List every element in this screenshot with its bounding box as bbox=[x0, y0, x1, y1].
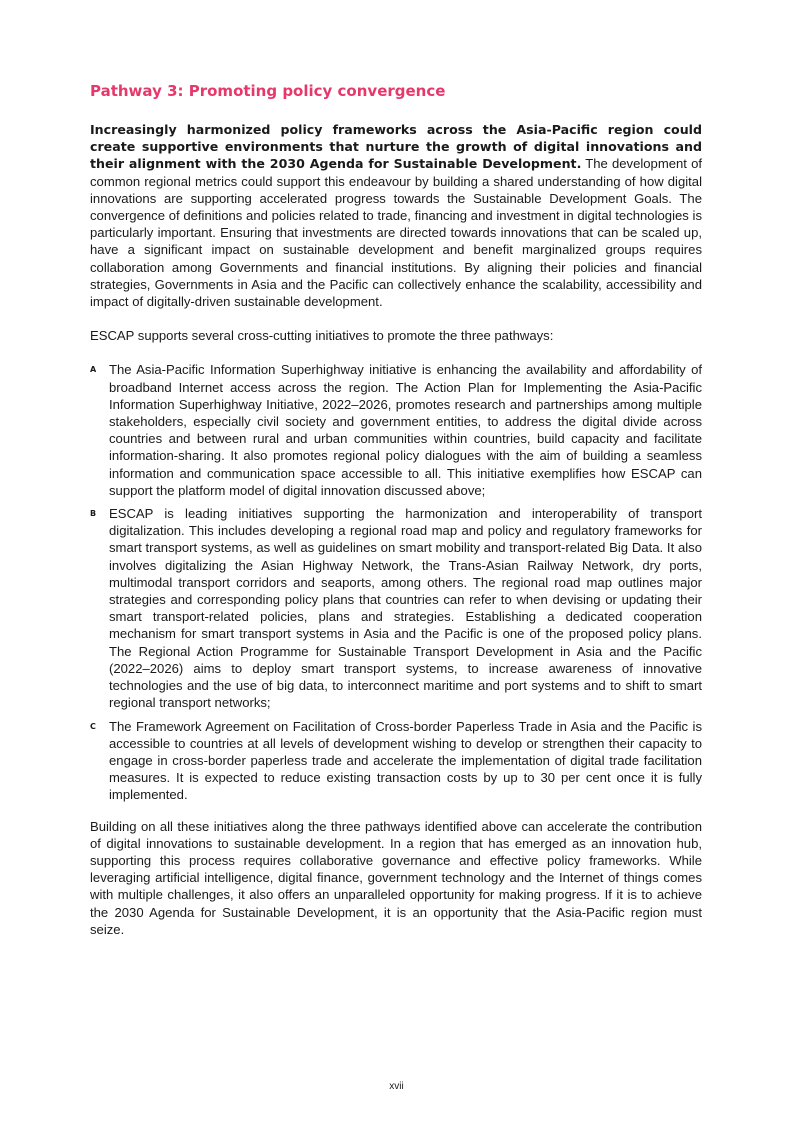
list-marker-b: B bbox=[90, 509, 97, 519]
list-marker-c: C bbox=[90, 721, 96, 731]
list-item-text: The Framework Agreement on Facilitation of Cross-border Paperless Trade in Asia and the Pacific is accessible to countries at all levels of development wishing to develop or strengthen their capacity to engage in cross-border paperless trade and accelerate the implementation of digital trade facilitation measures. It is expected to reduce existing transaction costs by up to 30 per cent once it is fully implemented. bbox=[109, 718, 702, 803]
section-heading: Pathway 3: Promoting policy convergence bbox=[90, 82, 446, 100]
paragraph-lead: Increasingly harmonized policy frameworks across the Asia-Pacific region could create supportive environments that nurture the growth of digital innovations and their alignment with the 2030 Agenda for Sustainable Development. bbox=[90, 122, 702, 172]
list-marker-a: A bbox=[90, 365, 97, 375]
list-item-text: ESCAP is leading initiatives supporting the harmonization and interoperability of transport digitalization. This includes developing a regional road map and policy and regulatory frameworks for smart transport systems, as well as guidelines on smart mobility and transport-related Big Data. It also involves digitalizing the Asian Highway Network, the Trans-Asian Railway Network, dry ports, multimodal transport corridors and seaports, among others. The regional road map outlines major strategies and corresponding policy plans that countries can refer to when devising or updating their smart transport-related policies, plans and strategies. Establishing a dedicated cooperation mechanism for smart transport systems in Asia and the Pacific is one of the proposed policy plans. The Regional Action Programme for Sustainable Transport Development in Asia and the Pacific (2022–2026) aims to deploy smart transport systems, to increase awareness of innovative technologies and the use of big data, to interconnect maritime and port systems and to shift to smart regional transport networks; bbox=[109, 506, 702, 711]
document-page bbox=[90, 80, 702, 938]
list-item-c bbox=[90, 718, 702, 804]
list-item-text: The Asia-Pacific Information Superhighway initiative is enhancing the availability and affordability of broadband Internet access across the region. The Action Plan for Implementing the Asia-Pacific Information Superhighway Initiative, 2022–2026, promotes research and partnerships among multiple stakeholders, especially civil society and government entities, to address the digital divide across countries and between rural and urban communities within countries, build capacity and facilitate information-sharing. It also promotes regional policy dialogues with the aim of building a seamless information and communication space accessible to all. This initiative exemplifies how ESCAP can support the platform model of digital innovation discussed above; bbox=[109, 362, 702, 498]
closing-paragraph: Building on all these initiatives along the three pathways identified above can accelerate the contribution of digital innovations to sustainable development. In a region that has emerged as an innovation hub, supporting this process requires collaborative governance and effective policy frameworks. While leveraging artificial intelligence, digital finance, government technology and the Internet of things comes with multiple challenges, it also offers an unparalleled opportunity for making progress. If it is to achieve the 2030 Agenda for Sustainable Development, it is an opportunity that the Asia-Pacific region must seize. bbox=[90, 818, 702, 937]
paragraph-body: The development of common regional metrics could support this endeavour by building a shared understanding of how digital innovations are supporting accelerated progress towards the Sustainable Development Goals. The convergence of definitions and policies related to trade, financing and investment in digital technologies is particularly important. Ensuring that investments are directed towards innovations that can be scaled up, have a significant impact on sustainable development and benefit marginalized groups requires collaboration among Governments and financial institutions. By aligning their policies and financial strategies, Governments in Asia and the Pacific can collectively enhance the scalability, accessibility and impact of digitally-driven sustainable development. bbox=[90, 156, 702, 310]
paragraph-pathway-3 bbox=[90, 121, 702, 310]
initiatives-intro: ESCAP supports several cross-cutting initiatives to promote the three pathways: bbox=[90, 328, 554, 344]
list-item-b bbox=[90, 505, 702, 711]
initiatives-list bbox=[90, 361, 702, 803]
page-number: xvii bbox=[389, 1081, 404, 1092]
list-item-a bbox=[90, 361, 702, 499]
